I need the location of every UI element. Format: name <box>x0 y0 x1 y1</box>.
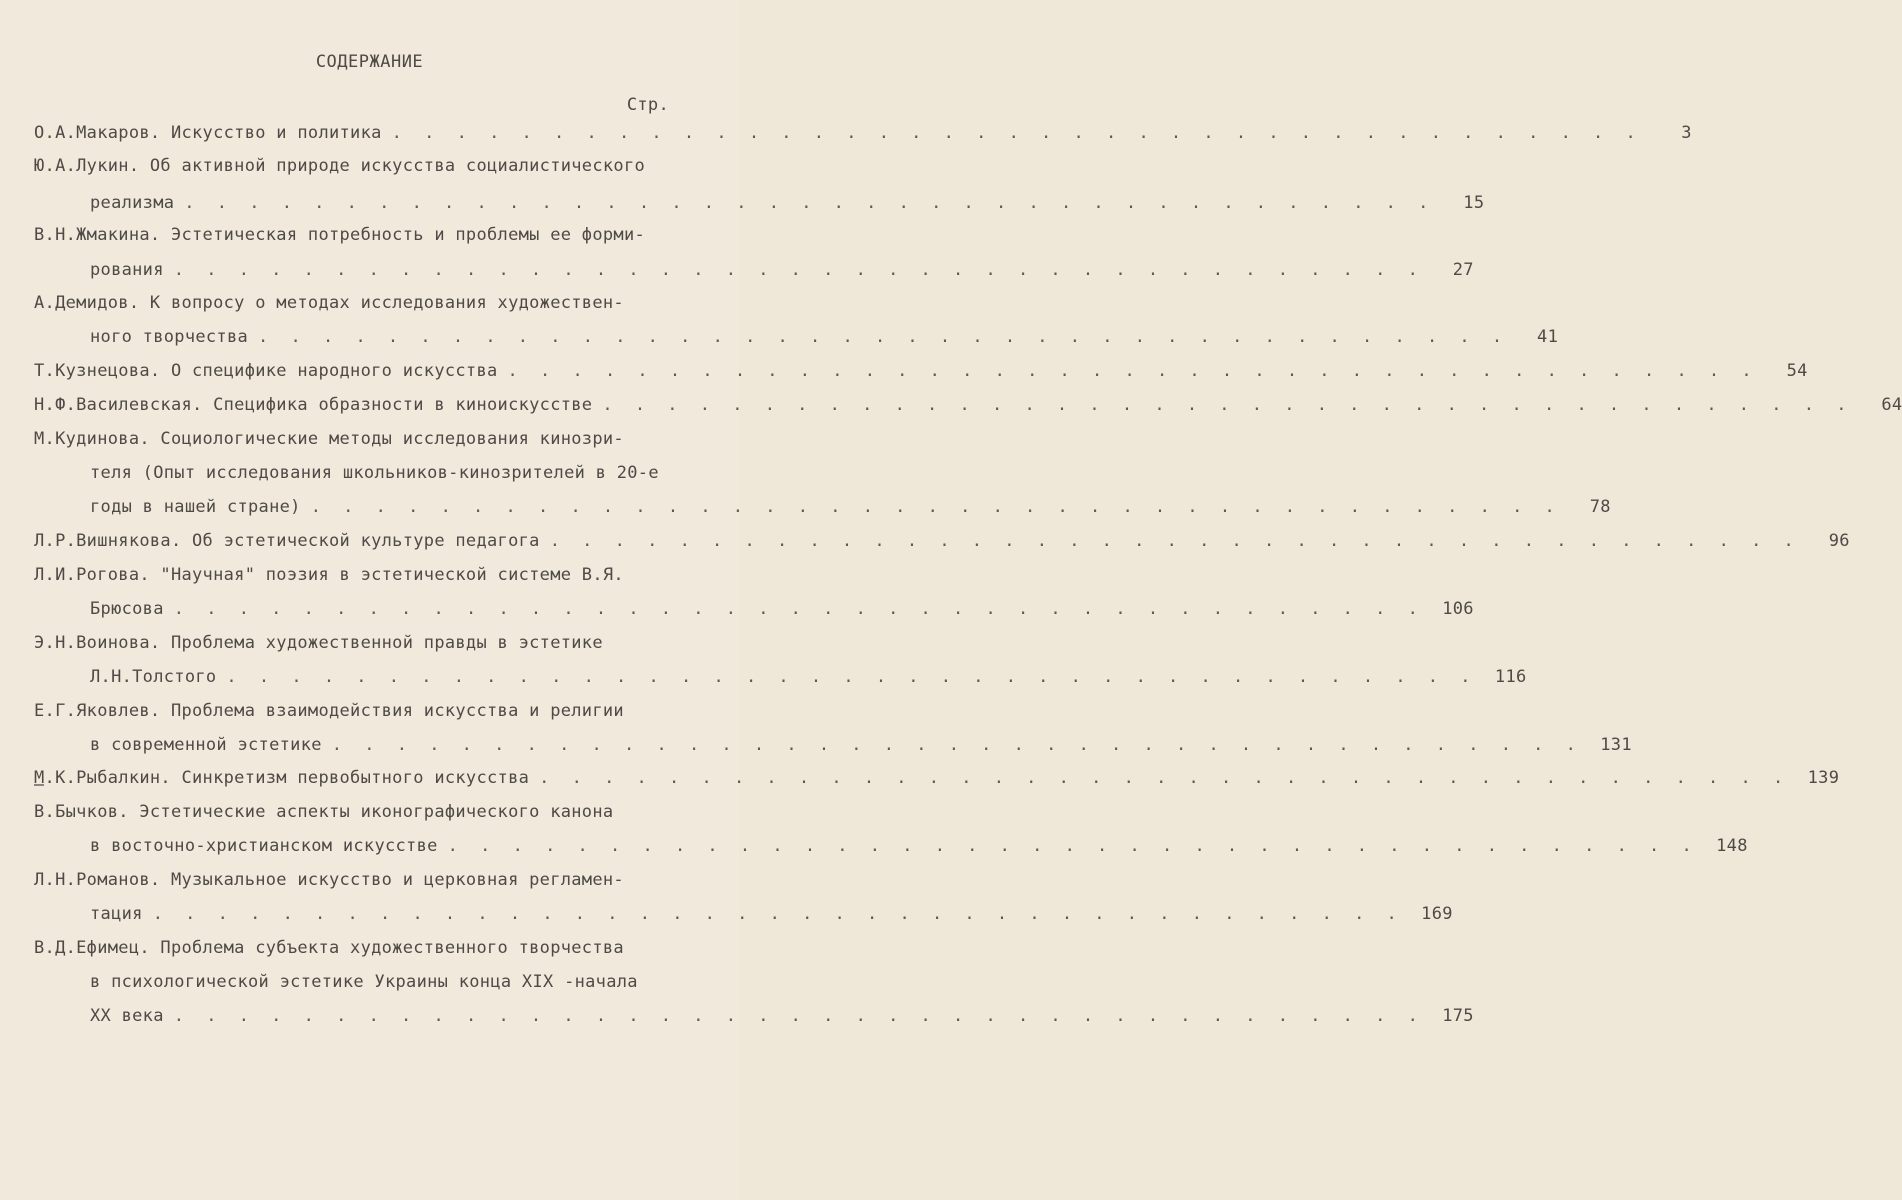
toc-entry <box>34 360 1808 382</box>
toc-page-number: 3 <box>1681 123 1692 143</box>
toc-leader-dots: . . . . . . . . . . . . . . . . . . . . . . . . . . . . . . . . . . . . . . . <box>173 599 1424 619</box>
toc-entry <box>90 1005 1474 1027</box>
toc-entry <box>90 666 1527 688</box>
toc-page-number: 15 <box>1463 193 1485 213</box>
toc-page-number: 148 <box>1716 836 1748 856</box>
toc-entry-title: М.К.Рыбалкин. Синкретизм первобытного искусства <box>34 768 530 788</box>
toc-leader-dots: . . . . . . . . . . . . . . . . . . . . . . . . . . . . . . . . . . . . . . . <box>507 361 1758 381</box>
toc-entry <box>34 767 1840 789</box>
toc-page-number: 64 <box>1881 395 1902 415</box>
toc-entry-continuation: Брюсова <box>90 599 164 619</box>
toc-leader-dots: . . . . . . . . . . . . . . . . . . . . . . . . . . . . . . . . . . . . . . . <box>549 531 1800 551</box>
toc-leader-dots: . . . . . . . . . . . . . . . . . . . . . . . . . . . . . . . . . . . . . . . <box>184 193 1435 213</box>
toc-page-number: 175 <box>1442 1006 1474 1026</box>
toc-leader-dots: . . . . . . . . . . . . . . . . . . . . . . . . . . . . . . . . . . . . . . . <box>173 260 1424 280</box>
toc-page-number: 131 <box>1600 735 1632 755</box>
toc-entry-title: Ю.А.Лукин. Об активной природе искусства социалистического <box>34 156 646 176</box>
toc-entry-title: Т.Кузнецова. О специфике народного искусства <box>34 361 498 381</box>
toc-entry-title: Л.Р.Вишнякова. Об эстетической культуре педагога <box>34 531 540 551</box>
toc-leader-dots: . . . . . . . . . . . . . . . . . . . . . . . . . . . . . . . . . . . . . . . <box>226 667 1477 687</box>
toc-entry-continuation: рования <box>90 260 164 280</box>
toc-entry-continuation: в современной эстетике <box>90 735 322 755</box>
toc-page-number: 54 <box>1786 361 1808 381</box>
toc-entry <box>90 192 1485 214</box>
toc-entry <box>90 903 1453 925</box>
toc-leader-dots: . . . . . . . . . . . . . . . . . . . . . . . . . . . . . . . . . . . . . . . <box>331 735 1582 755</box>
toc-page-number: 169 <box>1421 904 1453 924</box>
toc-entry-continuation: XX века <box>90 1006 164 1026</box>
toc-entry <box>90 835 1748 857</box>
toc-leader-dots: . . . . . . . . . . . . . . . . . . . . . . . . . . . . . . . . . . . . . . . <box>391 123 1642 143</box>
toc-entry <box>90 598 1474 620</box>
toc-page-number: 116 <box>1494 667 1527 687</box>
toc-entry <box>90 496 1611 518</box>
toc-entry <box>34 530 1850 552</box>
toc-leader-dots: . . . . . . . . . . . . . . . . . . . . . . . . . . . . . . . . . . . . . . . <box>310 497 1561 517</box>
toc-page-number: 96 <box>1828 531 1850 551</box>
toc-page-number: 27 <box>1452 260 1474 280</box>
toc-page-number: 78 <box>1589 497 1611 517</box>
toc-entry-title: Л.И.Рогова. "Научная" поэзия в эстетической системе В.Я. <box>34 565 624 585</box>
toc-leader-dots: . . . . . . . . . . . . . . . . . . . . . . . . . . . . . . . . . . . . . . . <box>539 768 1790 788</box>
toc-entry <box>34 394 1902 416</box>
toc-entry-title: Л.Н.Романов. Музыкальное искусство и церковная регламен- <box>34 870 624 890</box>
toc-entry-continuation: в восточно-христианском искусстве <box>90 836 438 856</box>
toc-leader-dots: . . . . . . . . . . . . . . . . . . . . . . . . . . . . . . . . . . . . . . . <box>602 395 1853 415</box>
toc-page-number: 106 <box>1442 599 1474 619</box>
toc-entry-continuation: в психологической эстетике Украины конца XIX -начала <box>90 972 638 992</box>
toc-entry-continuation: Л.Н.Толстого <box>90 667 217 687</box>
page-title: СОДЕРЖАНИЕ <box>315 52 424 72</box>
toc-entry <box>90 326 1559 348</box>
toc-entry-continuation: тация <box>90 904 143 924</box>
toc-leader-dots: . . . . . . . . . . . . . . . . . . . . . . . . . . . . . . . . . . . . . . . <box>173 1006 1424 1026</box>
toc-entry <box>90 734 1632 756</box>
toc-entry-title: Е.Г.Яковлев. Проблема взаимодействия искусства и религии <box>34 701 624 721</box>
toc-entry-title: Э.Н.Воинова. Проблема художественной правды в эстетике <box>34 633 603 653</box>
toc-page-number: 41 <box>1537 327 1559 347</box>
toc-entry-title: Н.Ф.Василевская. Специфика образности в киноискусстве <box>34 395 593 415</box>
toc-page-number: 139 <box>1807 768 1840 788</box>
toc-entry-title: В.Н.Жмакина. Эстетическая потребность и проблемы ее форми- <box>34 225 646 245</box>
toc-entry-continuation: теля (Опыт исследования школьников-кинозрителей в 20-е <box>90 463 659 483</box>
toc-entry-title: О.А.Макаров. Искусство и политика <box>34 123 382 143</box>
toc-entry-continuation: реализма <box>90 193 175 213</box>
toc-leader-dots: . . . . . . . . . . . . . . . . . . . . . . . . . . . . . . . . . . . . . . . <box>152 904 1403 924</box>
toc-entry <box>90 259 1474 281</box>
toc-entry-title: В.Бычков. Эстетические аспекты иконографического канона <box>34 802 614 822</box>
page-column-label: Стр. <box>626 95 669 115</box>
toc-entry-title: А.Демидов. К вопросу о методах исследования художествен- <box>34 293 624 313</box>
toc-leader-dots: . . . . . . . . . . . . . . . . . . . . . . . . . . . . . . . . . . . . . . . <box>258 327 1509 347</box>
toc-entry-title: М.Кудинова. Социологические методы исследования кинозри- <box>34 429 624 449</box>
toc-leader-dots: . . . . . . . . . . . . . . . . . . . . . . . . . . . . . . . . . . . . . . . <box>447 836 1698 856</box>
toc-entry-title: В.Д.Ефимец. Проблема субъекта художественного творчества <box>34 938 624 958</box>
toc-entry <box>34 122 1692 144</box>
toc-entry-continuation: годы в нашей стране) <box>90 497 301 517</box>
toc-entry-continuation: ного творчества <box>90 327 249 347</box>
